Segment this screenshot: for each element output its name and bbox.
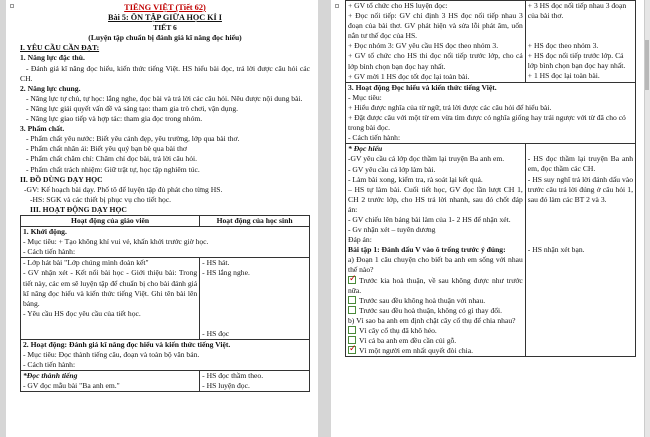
exercise-heading: Bài tập 1: Đánh dấu V vào ô trống trước ý đúng: (348, 245, 506, 255)
subsection-heading: 3. Phẩm chất. (20, 124, 65, 134)
cell-text: - Yêu cầu HS đọc yêu cầu của tiết học. (23, 308, 141, 318)
answer-option (348, 346, 523, 356)
checkbox-checked-icon (348, 276, 356, 284)
cell-text: - Mục tiêu: (348, 92, 382, 102)
activity-heading: *Đọc thành tiếng (23, 370, 78, 380)
paragraph: - Phẩm chất yêu nước: Biết yêu cảnh đẹp, yêu trường, lớp qua bài thơ. (26, 134, 240, 144)
checkbox-empty-icon (348, 336, 356, 344)
activity-table (20, 215, 310, 392)
cell-text: - Cách tiến hành: (23, 359, 76, 369)
scrollbar-thumb[interactable] (645, 40, 649, 90)
subsection-heading: 1. Năng lực đặc thù. (20, 53, 85, 63)
cell-text: + Đọc nhóm 3: GV yêu cầu HS đọc theo nhóm 3. (348, 41, 499, 51)
table-cell (200, 258, 310, 339)
table-cell (525, 144, 635, 357)
cell-text: + Đọc nối tiếp: GV chỉ định 3 HS đọc nối tiếp nhau 3 đoạn của bài thơ. GV phát hiện và sửa lỗi phát âm, uốn nắn tư thế đọc của HS. (348, 11, 523, 41)
cell-text: - GV nhận xét - Kết nối bài học - Giới thiệu bài: Trong tiết này, các em sẽ luyện tập để chuẩn bị cho bài đánh giá kĩ năng đọc hiểu và kiến thức tiếng Việt. Ghi tên bài lên bảng. (23, 268, 198, 308)
cell-text: - HS đọc thầm theo. (202, 370, 264, 380)
checkbox-empty-icon (348, 306, 356, 314)
column-header-teacher: Hoạt động của giáo viên (21, 215, 200, 226)
cell-text: - HS nhận xét bạn. (527, 244, 585, 254)
lesson-subtitle: Bài 5: ÔN TẬP GIỮA HỌC KÌ I (108, 13, 222, 23)
page-corner-marker (10, 4, 14, 8)
column-header-student: Hoạt động của học sinh (200, 215, 310, 226)
lesson-period: TIẾT 6 (153, 23, 177, 33)
checkbox-empty-icon (348, 296, 356, 304)
cell-text: - HS đọc thầm lại truyện Ba anh em, đọc thầm các CH. (527, 154, 633, 174)
cell-text: - Làm bài xong, kiểm tra, rà soát lại kết quả. (348, 174, 483, 184)
cell-text: + Đặt được câu với một từ em vừa tìm được có nghĩa giống hay trái ngược với từ đã cho có trong bài đọc. (348, 113, 626, 133)
cell-text: - Mục tiêu: + Tạo không khí vui vẻ, khấn khởi trước giờ học. (23, 237, 209, 247)
cell-text: + Hiểu được nghĩa của từ ngữ, trả lời được các câu hỏi để hiểu bài. (348, 102, 552, 112)
vertical-scrollbar[interactable] (644, 0, 650, 437)
table-cell (21, 339, 310, 370)
document-page-right (331, 0, 644, 437)
paragraph: - Năng lực tự chủ, tự học: lắng nghe, đọc bài và trả lời các câu hỏi. Nêu được nội dung bài. (26, 93, 303, 103)
cell-text: + GV tổ chức cho HS thi đọc nối tiếp trước lớp, cho cả lớp bình chọn bạn đọc hay nhất. (348, 51, 523, 71)
table-cell (200, 370, 310, 391)
cell-text: - GV chiếu lên bảng bài làm của 1- 2 HS để nhận xét. (348, 214, 511, 224)
table-row (346, 82, 636, 144)
answer-option (348, 306, 523, 316)
cell-text: b) Vì sao ba anh em định chặt cây cổ thụ để chia nhau? (348, 315, 516, 325)
cell-text: - HS lắng nghe. (202, 268, 250, 278)
paragraph: -HS: SGK và các thiết bị phục vụ cho tiết học. (30, 194, 172, 204)
subsection-heading: 2. Năng lực chung. (20, 83, 81, 93)
table-cell (525, 1, 635, 83)
page-corner-marker (335, 4, 339, 8)
answer-text: Trước kia hoà thuận, về sau không được như trước nữa. (348, 275, 523, 295)
cell-text: + HS đọc nối tiếp trước lớp. Cả lớp bình chọn bạn đọc hay nhất. (527, 51, 626, 71)
table-row (346, 144, 636, 357)
paragraph: - Phẩm chất chăm chỉ: Chăm chỉ đọc bài, trả lời câu hỏi. (26, 154, 198, 164)
answer-option (348, 276, 523, 296)
lesson-focus: (Luyện tập chuẩn bị đánh giá kĩ năng đọc hiểu) (88, 33, 242, 43)
paragraph: - Đánh giá kĩ năng đọc hiểu, kiến thức tiếng Việt. HS hiểu bài đọc, trả lời được câu hỏi các CH. (20, 63, 310, 83)
cell-text: - Gv nhận xét – tuyên dương (348, 225, 436, 235)
lesson-title: TIẾNG VIỆT (Tiết 62) (124, 3, 206, 12)
section-heading: III. HOẠT ĐỘNG DẠY HỌC (30, 204, 127, 214)
cell-text: - GV yêu cầu cả lớp làm bài. (348, 164, 436, 174)
activity-table (345, 0, 636, 357)
document-page-left (6, 0, 318, 437)
cell-text: – HS tự làm bài. Cuối tiết học, GV đọc lần lượt CH 1, CH 2 trước lớp, cho HS trả lời nhanh, sau đó chốt đáp án: (348, 184, 523, 214)
cell-text: - HS suy nghĩ trả lời đánh dấu vào trước câu trả lời đúng ở câu hỏi 1, sau đó làm các BT 2 và 3. (527, 174, 633, 204)
table-cell (346, 82, 636, 144)
cell-text: - Cách tiến hành: (348, 133, 401, 143)
cell-text: - GV đọc mẫu bài "Ba anh em." (23, 381, 120, 390)
answer-option (348, 296, 523, 306)
table-cell (21, 227, 310, 258)
answer-option (348, 326, 523, 336)
cell-text: + GV mời 1 HS đọc tốt đọc lại toàn bài. (348, 71, 470, 81)
cell-text: - Cách tiến hành: (23, 247, 76, 257)
cell-text: - Mục tiêu: Đọc thành tiếng câu, đoạn và toàn bộ văn bản. (23, 349, 200, 359)
cell-text: a) Đoạn 1 câu chuyện cho biết ba anh em sống với nhau thế nào? (348, 255, 523, 275)
cell-text: - HS luyện đọc. (202, 381, 250, 390)
table-row (346, 1, 636, 83)
table-header-row (21, 215, 310, 226)
table-row (21, 258, 310, 339)
cell-text: + GV tổ chức cho HS luyện đọc: (348, 1, 448, 10)
paragraph: - Phẩm chất nhân ái: Biết yêu quý bạn bè qua bài thơ (26, 144, 187, 154)
cell-text: - HS hát. (202, 258, 230, 268)
table-cell (21, 370, 200, 391)
answer-text: Vì cả ba anh em đều cần củi gỗ. (359, 336, 457, 346)
paragraph: - Năng lực giao tiếp và hợp tác: tham gia đọc trong nhóm. (26, 114, 203, 124)
activity-heading: 2. Hoạt động: Đánh giá kĩ năng đọc hiểu và kiến thức tiếng Việt. (23, 339, 231, 349)
checkbox-empty-icon (348, 326, 356, 334)
table-row (21, 339, 310, 370)
activity-heading: * Đọc hiểu (348, 144, 383, 154)
cell-text: Đáp án: (348, 235, 372, 245)
table-cell (346, 1, 526, 83)
table-cell (21, 258, 200, 339)
section-heading: II. ĐỒ DÙNG DẠY HỌC (20, 174, 103, 184)
section-heading: I. YÊU CẦU CẦN ĐẠT: (20, 43, 100, 53)
paragraph: -GV: Kế hoạch bài dạy. Phố tô để luyện tập đủ phát cho từng HS. (24, 184, 223, 194)
paragraph: - Phẩm chất trách nhiệm: Giữ trật tự, học tập nghiêm túc. (26, 164, 200, 174)
paragraph: - Năng lực giải quyết vấn đề và sáng tạo: tham gia trò chơi, vận dụng. (26, 103, 239, 113)
cell-text: + 3 HS đọc nối tiếp nhau 3 đoạn của bài thơ. (527, 1, 627, 21)
cell-text: + 1 HS đọc lại toàn bài. (527, 71, 600, 81)
answer-text: Trước sau đều không hoà thuận với nhau. (359, 295, 486, 305)
cell-text: - Lớp hát bài "Lớp chúng mình đoàn kết" (23, 258, 149, 268)
cell-text: - HS đọc (202, 328, 230, 338)
answer-option (348, 336, 523, 346)
answer-text: Vì một người em nhất quyết đòi chia. (359, 346, 474, 356)
table-row (21, 227, 310, 258)
table-row (21, 370, 310, 391)
answer-text: Vì cây cổ thụ đã khô héo. (359, 326, 437, 335)
cell-text: -GV yêu cầu cả lớp đọc thầm lại truyện Ba anh em. (348, 154, 505, 164)
checkbox-checked-icon (348, 346, 356, 354)
cell-text: + HS đọc theo nhóm 3. (527, 41, 599, 51)
table-cell (346, 144, 526, 357)
activity-heading: 3. Hoạt động Đọc hiểu và kiến thức tiếng Việt. (348, 82, 497, 92)
answer-text: Trước sau đều hoà thuận, không có gì thay đổi. (359, 305, 503, 315)
activity-heading: 1. Khởi động. (23, 227, 67, 237)
